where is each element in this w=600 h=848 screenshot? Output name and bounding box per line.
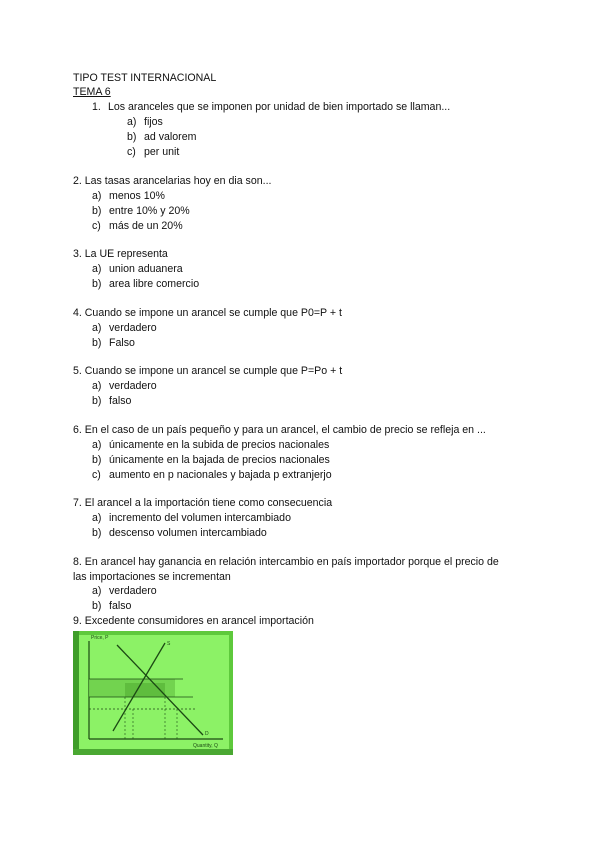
question-5: 5. Cuando se impone un arancel se cumple que P=Po + t [73,365,343,377]
document-title: TIPO TEST INTERNACIONAL [73,72,217,84]
option-3b: b) area libre comercio [92,278,200,290]
shaded-area-tariff [125,683,165,697]
question-4: 4. Cuando se impone un arancel se cumple que P0=P + t [73,307,342,319]
option-5b: b) falso [92,395,132,407]
photo-edge-left [73,631,79,755]
question-7: 7. El arancel a la importación tiene como consecuencia [73,497,333,509]
option-5a: a) verdadero [92,380,157,392]
section-heading: TEMA 6 [73,86,111,98]
question-text: Los aranceles que se imponen por unidad de bien importado se llaman... [108,101,451,113]
tariff-diagram-photo [73,631,233,755]
option-1b: b) ad valorem [127,131,197,143]
demand-label: D [205,731,209,737]
x-axis-label: Quantity, Q [193,743,218,749]
y-axis-label: Price, P [91,635,109,641]
diagram-svg [73,631,233,755]
option-2b: b) entre 10% y 20% [92,205,190,217]
option-8a: a) verdadero [92,585,157,597]
option-4b: b) Falso [92,337,135,349]
option-1c: c) per unit [127,146,180,158]
option-6c: c) aumento en p nacionales y bajada p extranjerjo [92,469,332,481]
option-3a: a) union aduanera [92,263,183,275]
option-6a: a) únicamente en la subida de precios nacionales [92,439,330,451]
supply-label: S [167,641,171,647]
question-2: 2. Las tasas arancelarias hoy en dia son... [73,175,272,187]
question-8-line-1: 8. En arancel hay ganancia en relación intercambio en país importador porque el precio de [73,556,499,568]
question-number: 1. [92,101,101,113]
question-9: 9. Excedente consumidores en arancel importación [73,615,314,627]
option-1a: a) fijos [127,116,163,128]
question-3: 3. La UE representa [73,248,168,260]
option-7b: b) descenso volumen intercambiado [92,527,267,539]
option-8b: b) falso [92,600,132,612]
option-6b: b) únicamente en la bajada de precios nacionales [92,454,330,466]
option-4a: a) verdadero [92,322,157,334]
question-6: 6. En el caso de un país pequeño y para un arancel, el cambio de precio se refleja en ... [73,424,486,436]
question-8-line-2: las importaciones se incrementan [73,571,231,583]
option-7a: a) incremento del volumen intercambiado [92,512,291,524]
photo-edge-bottom [73,749,233,755]
option-2c: c) más de un 20% [92,220,183,232]
option-2a: a) menos 10% [92,190,165,202]
question-1 [92,101,450,114]
